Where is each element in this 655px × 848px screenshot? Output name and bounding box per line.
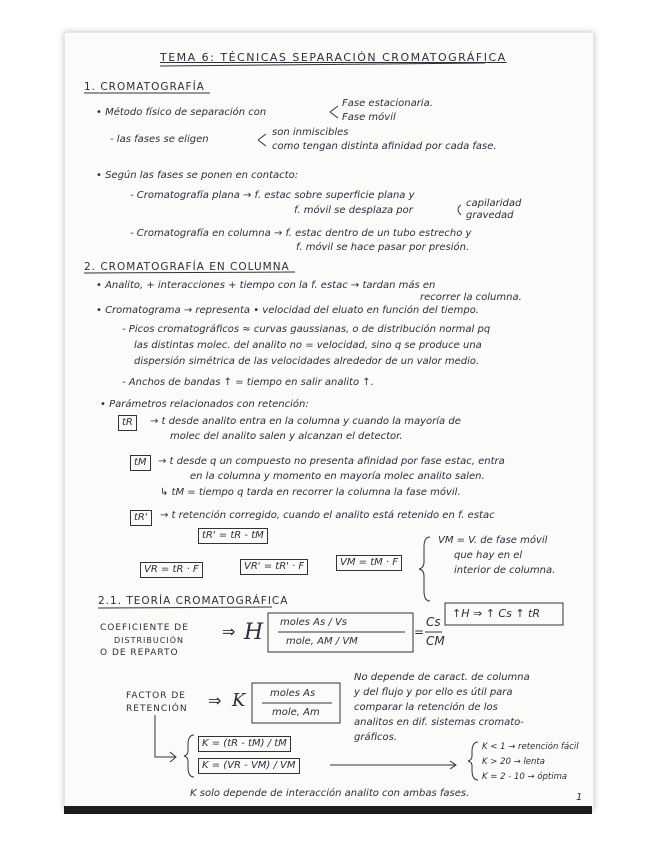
label-reparto: O DE REPARTO <box>100 648 179 658</box>
text-tRp: → t retención corregido, cuando el analito está retenido en f. estac <box>160 510 495 521</box>
text-analito: • Analito, + interacciones + tiempo con la f. estac → tardan más en <box>96 280 436 291</box>
text-fase-estacionaria: Fase estacionaria. <box>342 98 433 109</box>
formula-VM: VM = tM · F <box>336 555 402 571</box>
note-VM-3: interior de columna. <box>454 565 556 576</box>
formula-VRp: VR' = tR' · F <box>240 559 308 575</box>
label-tM: tM <box>130 455 151 471</box>
formula-VR: VR = tR · F <box>140 562 203 578</box>
text-afinidad: como tengan distinta afinidad por cada fase. <box>272 141 497 152</box>
text-tM-3: ↳ tM = tiempo q tarda en recorrer la columna la fase móvil. <box>160 487 461 498</box>
k-range-3: K = 2 - 10 → óptima <box>482 772 568 782</box>
k-range-1: K < 1 → retención fácil <box>482 742 579 752</box>
section-2-1-heading: 2.1. TEORÍA CROMATOGRÁFICA <box>98 595 289 607</box>
note-K-1: No depende de caract. de columna <box>354 672 530 683</box>
H-denominator: mole, AM / VM <box>286 636 358 647</box>
formula-tRp: tR' = tR - tM <box>198 528 268 544</box>
H-Cm: CM <box>426 634 445 648</box>
H-implication: ↑H ⇒ ↑ Cs ↑ tR <box>452 607 540 620</box>
text-inmiscibles: son inmiscibles <box>272 127 349 138</box>
H-numerator: moles As / Vs <box>280 617 348 628</box>
page-title: TEMA 6: TÉCNICAS SEPARACIÓN CROMATOGRÁFICA <box>160 51 507 64</box>
label-tRp: tR' <box>130 510 152 526</box>
section-1-heading: 1. CROMATOGRAFÍA <box>84 81 205 93</box>
text-capilaridad: capilaridad <box>466 198 522 209</box>
text-recorrer: recorrer la columna. <box>420 292 522 303</box>
page-number: 1 <box>576 792 583 803</box>
formula-K-V: K = (VR - VM) / VM <box>198 758 300 774</box>
text-picos-2: las distintas molec. del analito no = velocidad, sino q se produce una <box>134 340 482 351</box>
note-K-5: gráficos. <box>354 732 398 743</box>
note-K-3: comparar la retención de los <box>354 702 498 713</box>
symbol-K: K <box>232 690 246 711</box>
note-VM-1: VM = V. de fase móvil <box>438 535 548 546</box>
K-denominator: mole, Am <box>272 707 320 718</box>
symbol-H: H <box>244 620 264 645</box>
text-parametros: • Parámetros relacionados con retención: <box>100 399 309 410</box>
text-fase-movil: Fase móvil <box>342 112 396 123</box>
text-cromatograma: • Cromatograma → representa • velocidad del eluato en función del tiempo. <box>96 305 480 316</box>
text-picos-3: dispersión simétrica de las velocidades alrededor de un valor medio. <box>134 356 480 367</box>
label-coeficiente: COEFICIENTE DE <box>100 623 189 633</box>
text-tR: → t desde analito entra en la columna y cuando la mayoría de <box>150 416 461 427</box>
note-K-2: y del flujo y por ello es útil para <box>354 687 513 698</box>
text-tM: → t desde q un compuesto no presenta afinidad por fase estac, entra <box>158 456 505 467</box>
K-numerator: moles As <box>270 688 316 699</box>
label-retencion: RETENCIÓN <box>126 704 188 714</box>
note-K-4: analitos en dif. sistemas cromato- <box>354 717 524 728</box>
label-factor: FACTOR DE <box>126 691 186 701</box>
text-K-interaccion: K solo depende de interacción analito con ambas fases. <box>190 788 470 799</box>
k-range-2: K > 20 → lenta <box>482 757 545 767</box>
note-VM-2: que hay en el <box>454 550 523 561</box>
text-plana-2: f. móvil se desplaza por <box>294 205 413 216</box>
text-tR-2: molec del analito salen y alcanzan el detector. <box>170 431 403 442</box>
implies-arrow-K: ⇒ <box>208 691 222 710</box>
text-metodo: • Método físico de separación con <box>96 107 267 118</box>
text-plana: - Cromatografía plana → f. estac sobre superficie plana y <box>130 190 415 201</box>
section-2-heading: 2. CROMATOGRAFÍA EN COLUMNA <box>84 261 290 273</box>
text-columna: - Cromatografía en columna → f. estac dentro de un tubo estrecho y <box>130 228 472 239</box>
formula-K-t: K = (tR - tM) / tM <box>198 736 291 752</box>
text-gravedad: gravedad <box>466 210 514 221</box>
H-Cs: Cs <box>426 615 441 629</box>
implies-arrow-H: ⇒ <box>222 622 236 641</box>
text-tM-2: en la columna y momento en mayoría molec analito salen. <box>190 471 485 482</box>
text-picos: - Picos cromatográficos ≈ curvas gaussianas, o de distribución normal pq <box>122 324 491 335</box>
H-equals: = <box>414 625 425 639</box>
label-distribucion: DISTRIBUCIÓN <box>114 636 184 645</box>
text-columna-2: f. móvil se hace pasar por presión. <box>296 242 470 253</box>
text-segun: • Según las fases se ponen en contacto: <box>96 170 299 181</box>
label-tR: tR <box>118 415 137 431</box>
text-fases-eligen: - las fases se eligen <box>110 134 209 145</box>
text-anchos: - Anchos de bandas ↑ = tiempo en salir analito ↑. <box>122 377 374 388</box>
